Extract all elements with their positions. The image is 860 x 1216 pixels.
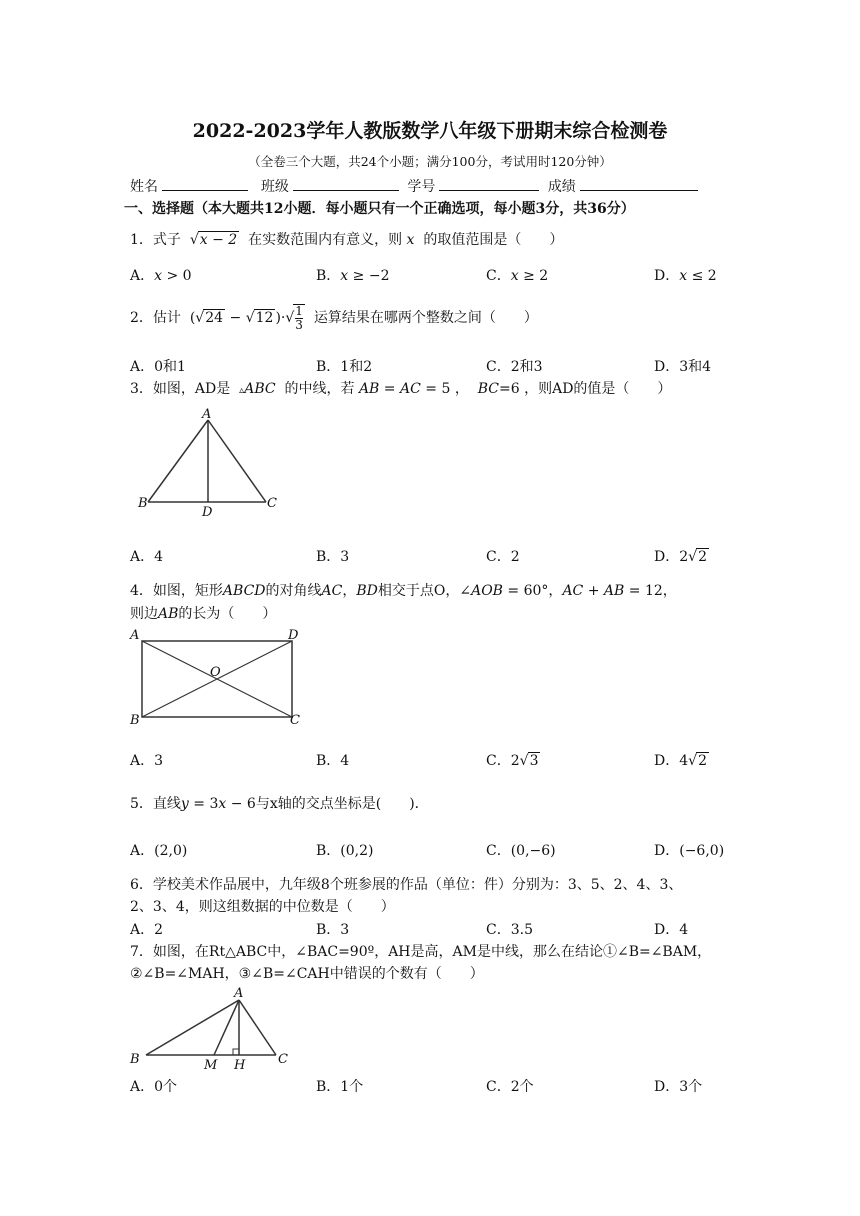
svg-text:D: D	[288, 628, 299, 643]
svg-text:D: D	[202, 505, 213, 520]
q4-option-b[interactable]: B．4	[316, 753, 350, 769]
svg-text:B: B	[130, 1052, 140, 1067]
q3-option-b[interactable]: B．3	[316, 549, 350, 565]
question-6-line2: 2、3、4，则这组数据的中位数是（ ）	[130, 899, 395, 915]
svg-text:A: A	[202, 407, 212, 422]
student-info-row	[130, 176, 702, 196]
svg-text:M: M	[204, 1058, 218, 1073]
id-label: 学号	[407, 179, 436, 195]
q4-option-d[interactable]: D．4√2	[654, 753, 707, 769]
q6-option-d[interactable]: D．4	[654, 922, 689, 938]
right-triangle-figure	[126, 984, 296, 1074]
svg-text:A: A	[130, 628, 140, 643]
question-6: 6．学校美术作品展中，九年级8个班参展的作品（单位：件）分别为：3、5、2、4、3、	[130, 877, 683, 893]
question-7: 7．如图，在Rt△ABC中，∠BAC=90º，AH是高，AM是中线，那么在结论①∠B=∠BAM，	[130, 944, 712, 960]
question-7-line2: ②∠B=∠MAH，③∠B=∠CAH中错误的个数有（ ）	[130, 966, 484, 982]
question-4-line2: 则边AB的长为（ ）	[130, 606, 277, 622]
id-blank[interactable]	[439, 176, 539, 191]
svg-text:C: C	[267, 496, 277, 511]
name-label: 姓名	[130, 179, 158, 195]
class-label: 班级	[260, 179, 289, 195]
q6-option-c[interactable]: C．3.5	[486, 922, 533, 938]
q1-option-b[interactable]: B．x ≥ −2	[316, 268, 390, 284]
q4-option-c[interactable]: C．2√3	[486, 753, 539, 769]
q6-option-a[interactable]: A．2	[130, 922, 164, 938]
q5-option-c[interactable]: C．(0,−6)	[486, 843, 556, 859]
rectangle-abcd-figure	[128, 626, 308, 730]
score-label: 成绩	[547, 179, 576, 195]
svg-text:H: H	[234, 1058, 246, 1073]
q5-option-a[interactable]: A．(2,0)	[130, 843, 188, 859]
q5-option-d[interactable]: D．(−6,0)	[654, 843, 725, 859]
q1-option-d[interactable]: D．x ≤ 2	[654, 268, 717, 284]
svg-text:A: A	[234, 986, 244, 1001]
q2-option-c[interactable]: C．2和3	[486, 359, 543, 375]
section-heading: 一、选择题（本大题共12小题．每小题只有一个正确选项，每小题3分，共36分）	[124, 201, 635, 217]
triangle-abc-figure	[136, 407, 286, 520]
q1-option-c[interactable]: C．x ≥ 2	[486, 268, 549, 284]
math-expr: x − 2	[199, 232, 238, 248]
q3-option-c[interactable]: C．2	[486, 549, 520, 565]
q2-option-a[interactable]: A．0和1	[130, 359, 186, 375]
q7-option-a[interactable]: A．0个	[130, 1079, 178, 1095]
q7-option-b[interactable]: B．1个	[316, 1079, 364, 1095]
q2-option-d[interactable]: D．3和4	[654, 359, 712, 375]
class-blank[interactable]	[293, 176, 399, 191]
q6-option-b[interactable]: B．3	[316, 922, 350, 938]
q3-option-a[interactable]: A．4	[130, 549, 164, 565]
question-2: 2．估计 (√24 − √12 )·√ $\frac{1}{3}$ 运算结果在哪两个整数之间（ ）	[130, 304, 538, 332]
svg-text:B: B	[138, 496, 148, 511]
question-3: 3．如图，AD是 ▵ABC 的中线，若 AB = AC = 5 ， BC=6 ，则AD的值是（ ）	[130, 381, 672, 397]
q1-option-a[interactable]: A．x > 0	[130, 268, 192, 284]
q7-option-c[interactable]: C．2个	[486, 1079, 534, 1095]
svg-text:C: C	[278, 1052, 288, 1067]
svg-text:C: C	[290, 713, 300, 728]
question-5: 5．直线y = 3x − 6与x轴的交点坐标是( )．	[130, 796, 429, 812]
question-4: 4．如图，矩形ABCD的对角线AC，BD相交于点O，∠AOB = 60°，AC + AB = 12，	[130, 583, 677, 599]
svg-text:B: B	[130, 713, 140, 728]
exam-instructions: （全卷三个大题，共24个小题；满分100分，考试用时120分钟）	[248, 154, 612, 169]
q2-option-b[interactable]: B．1和2	[316, 359, 373, 375]
score-blank[interactable]	[580, 176, 698, 191]
page-title: 2022-2023学年人教版数学八年级下册期末综合检测卷	[192, 120, 668, 142]
q4-option-a[interactable]: A．3	[130, 753, 164, 769]
question-1: 1．式子 √x − 2 在实数范围内有意义，则 x 的取值范围是（ ）	[130, 232, 564, 248]
q3-option-d[interactable]: D．2√2	[654, 549, 707, 565]
q5-option-b[interactable]: B．(0,2)	[316, 843, 374, 859]
svg-text:O: O	[210, 665, 221, 680]
name-blank[interactable]	[162, 176, 248, 191]
q7-option-d[interactable]: D．3个	[654, 1079, 703, 1095]
